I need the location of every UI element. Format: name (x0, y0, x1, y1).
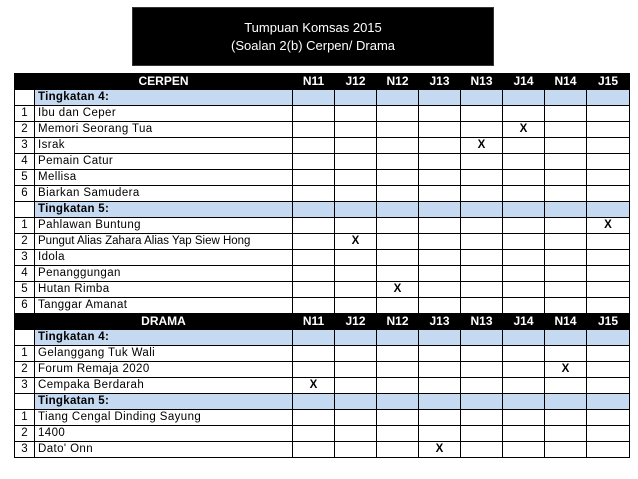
empty-cell (335, 186, 377, 202)
empty-cell (461, 234, 503, 250)
row-title: Mellisa (35, 170, 293, 186)
row-number: 5 (15, 170, 35, 186)
empty-cell (587, 122, 630, 138)
group-cell (377, 90, 419, 106)
row-title: Penanggungan (35, 266, 293, 282)
column-header-j14: J14 (503, 74, 545, 90)
empty-cell (419, 186, 461, 202)
table-row (15, 298, 630, 314)
empty-cell (587, 346, 630, 362)
empty-cell (335, 170, 377, 186)
empty-cell (545, 154, 587, 170)
table-body (15, 74, 630, 458)
empty-cell (503, 106, 545, 122)
empty-cell (419, 122, 461, 138)
table-row (15, 218, 630, 234)
empty-cell (419, 410, 461, 426)
empty-cell (587, 410, 630, 426)
column-header-n11: N11 (293, 74, 335, 90)
row-number: 2 (15, 362, 35, 378)
empty-cell (503, 234, 545, 250)
empty-cell (377, 122, 419, 138)
empty-cell (545, 122, 587, 138)
empty-cell (503, 442, 545, 458)
cerpen-heading: CERPEN (35, 74, 293, 90)
group-cell (377, 330, 419, 346)
column-header-n12: N12 (377, 314, 419, 330)
column-header-j14: J14 (503, 314, 545, 330)
group-label: Tingkatan 4: (35, 330, 293, 346)
table-row (15, 234, 630, 250)
group-cell (419, 202, 461, 218)
empty-cell (587, 282, 630, 298)
group-cell (419, 90, 461, 106)
empty-cell (587, 234, 630, 250)
empty-cell (293, 234, 335, 250)
group-cell (335, 202, 377, 218)
empty-cell (335, 106, 377, 122)
table-row (15, 378, 630, 394)
empty-cell (293, 138, 335, 154)
empty-cell (335, 282, 377, 298)
row-number: 2 (15, 234, 35, 250)
mark-cell-n13: X (461, 138, 503, 154)
empty-cell (293, 218, 335, 234)
row-number: 1 (15, 410, 35, 426)
empty-cell (461, 298, 503, 314)
empty-cell (419, 218, 461, 234)
group-cell (461, 394, 503, 410)
column-header-j15: J15 (587, 74, 630, 90)
row-title: Dato' Onn (35, 442, 293, 458)
row-number: 1 (15, 218, 35, 234)
empty-cell (503, 266, 545, 282)
empty-cell (419, 266, 461, 282)
row-number: 1 (15, 346, 35, 362)
group-cell (503, 394, 545, 410)
empty-cell (419, 346, 461, 362)
empty-cell (461, 266, 503, 282)
empty-cell (587, 362, 630, 378)
group-cell (587, 330, 630, 346)
group-cell (545, 90, 587, 106)
empty-cell (293, 426, 335, 442)
group-cell (587, 394, 630, 410)
empty-cell (419, 106, 461, 122)
group-cell (293, 202, 335, 218)
empty-cell (335, 266, 377, 282)
column-header-j13: J13 (419, 314, 461, 330)
empty-cell (377, 250, 419, 266)
empty-cell (461, 346, 503, 362)
empty-cell (335, 362, 377, 378)
empty-cell (293, 346, 335, 362)
group-header-row (15, 90, 630, 106)
empty-cell (461, 186, 503, 202)
empty-cell (293, 266, 335, 282)
group-cell (335, 90, 377, 106)
title-line-2: (Soalan 2(b) Cerpen/ Drama (230, 37, 396, 53)
empty-cell (461, 442, 503, 458)
empty-cell (461, 154, 503, 170)
row-number: 3 (15, 442, 35, 458)
group-cell (587, 90, 630, 106)
table-row (15, 266, 630, 282)
empty-cell (587, 378, 630, 394)
empty-cell (503, 410, 545, 426)
group-cell (377, 394, 419, 410)
column-header-j12: J12 (335, 314, 377, 330)
empty-cell (335, 410, 377, 426)
table-row (15, 250, 630, 266)
empty-cell (377, 234, 419, 250)
mark-cell-j12: X (335, 234, 377, 250)
group-cell (503, 202, 545, 218)
empty-cell (293, 106, 335, 122)
empty-cell (545, 378, 587, 394)
empty-cell (293, 298, 335, 314)
empty-cell (419, 170, 461, 186)
group-cell (545, 394, 587, 410)
empty-cell (587, 170, 630, 186)
empty-cell (461, 282, 503, 298)
empty-cell (587, 250, 630, 266)
empty-cell (377, 346, 419, 362)
table-row (15, 138, 630, 154)
empty-cell (545, 250, 587, 266)
table-row (15, 410, 630, 426)
empty-cell (293, 154, 335, 170)
group-header-row (15, 330, 630, 346)
empty-cell (545, 442, 587, 458)
group-label: Tingkatan 5: (35, 394, 293, 410)
empty-cell (335, 250, 377, 266)
empty-cell (545, 410, 587, 426)
empty-cell (419, 250, 461, 266)
empty-cell (377, 170, 419, 186)
group-cell (335, 330, 377, 346)
empty-cell (545, 426, 587, 442)
table-row (15, 170, 630, 186)
table-row (15, 362, 630, 378)
mark-cell-n12: X (377, 282, 419, 298)
empty-cell (503, 186, 545, 202)
empty-cell (545, 170, 587, 186)
komsas-table (14, 73, 630, 458)
row-title: Israk (35, 138, 293, 154)
empty-cell (335, 218, 377, 234)
empty-cell (461, 122, 503, 138)
empty-cell (503, 362, 545, 378)
empty-cell (293, 362, 335, 378)
row-number: 5 (15, 282, 35, 298)
empty-cell (503, 346, 545, 362)
row-number: 3 (15, 138, 35, 154)
table-row (15, 186, 630, 202)
empty-cell (335, 426, 377, 442)
row-title: Idola (35, 250, 293, 266)
column-header-n13: N13 (461, 74, 503, 90)
empty-cell (503, 154, 545, 170)
empty-cell (419, 282, 461, 298)
empty-cell (335, 378, 377, 394)
group-cell (377, 202, 419, 218)
empty-cell (293, 122, 335, 138)
empty-cell (377, 154, 419, 170)
row-title: Cempaka Berdarah (35, 378, 293, 394)
column-header-n12: N12 (377, 74, 419, 90)
empty-cell (545, 282, 587, 298)
empty-cell (461, 362, 503, 378)
empty-cell (461, 106, 503, 122)
header-blank (15, 74, 35, 90)
group-cell (293, 330, 335, 346)
empty-cell (545, 186, 587, 202)
empty-cell (461, 250, 503, 266)
empty-cell (377, 410, 419, 426)
empty-cell (335, 154, 377, 170)
empty-cell (377, 426, 419, 442)
empty-cell (503, 218, 545, 234)
empty-cell (377, 186, 419, 202)
table-row (15, 426, 630, 442)
table-row (15, 442, 630, 458)
group-header-row (15, 394, 630, 410)
group-cell (419, 330, 461, 346)
group-cell (587, 202, 630, 218)
empty-cell (293, 410, 335, 426)
empty-cell (461, 426, 503, 442)
group-label: Tingkatan 4: (35, 90, 293, 106)
empty-cell (335, 442, 377, 458)
row-number: 3 (15, 378, 35, 394)
mark-cell-n14: X (545, 362, 587, 378)
empty-cell (419, 378, 461, 394)
group-cell (503, 90, 545, 106)
empty-cell (503, 138, 545, 154)
empty-cell (503, 282, 545, 298)
empty-cell (419, 298, 461, 314)
empty-cell (335, 138, 377, 154)
empty-cell (461, 218, 503, 234)
empty-cell (461, 410, 503, 426)
table-row (15, 346, 630, 362)
header-blank (15, 314, 35, 330)
column-header-n14: N14 (545, 314, 587, 330)
group-cell (293, 90, 335, 106)
table-row (15, 154, 630, 170)
empty-cell (587, 298, 630, 314)
empty-cell (545, 106, 587, 122)
row-number: 1 (15, 106, 35, 122)
empty-cell (377, 442, 419, 458)
empty-cell (335, 298, 377, 314)
drama-heading: DRAMA (35, 314, 293, 330)
empty-cell (587, 266, 630, 282)
row-title: 1400 (35, 426, 293, 442)
group-cell (545, 202, 587, 218)
empty-cell (545, 218, 587, 234)
empty-cell (419, 138, 461, 154)
mark-cell-j14: X (503, 122, 545, 138)
group-blank (15, 202, 35, 218)
row-number: 4 (15, 154, 35, 170)
row-number: 3 (15, 250, 35, 266)
row-title: Pemain Catur (35, 154, 293, 170)
empty-cell (293, 250, 335, 266)
row-number: 2 (15, 122, 35, 138)
empty-cell (293, 186, 335, 202)
empty-cell (377, 106, 419, 122)
group-blank (15, 330, 35, 346)
column-header-n14: N14 (545, 74, 587, 90)
group-cell (503, 330, 545, 346)
table-row (15, 282, 630, 298)
empty-cell (335, 346, 377, 362)
empty-cell (545, 298, 587, 314)
column-header-j13: J13 (419, 74, 461, 90)
empty-cell (545, 138, 587, 154)
empty-cell (545, 266, 587, 282)
empty-cell (587, 138, 630, 154)
empty-cell (419, 362, 461, 378)
title-box (133, 8, 493, 65)
row-number: 2 (15, 426, 35, 442)
empty-cell (377, 362, 419, 378)
empty-cell (545, 346, 587, 362)
row-title: Ibu dan Ceper (35, 106, 293, 122)
empty-cell (503, 250, 545, 266)
group-cell (461, 202, 503, 218)
empty-cell (587, 154, 630, 170)
row-number: 6 (15, 298, 35, 314)
empty-cell (293, 442, 335, 458)
group-cell (461, 90, 503, 106)
column-header-n11: N11 (293, 314, 335, 330)
empty-cell (461, 378, 503, 394)
empty-cell (587, 442, 630, 458)
group-cell (461, 330, 503, 346)
empty-cell (419, 234, 461, 250)
group-cell (335, 394, 377, 410)
column-header-j12: J12 (335, 74, 377, 90)
mark-cell-n11: X (293, 378, 335, 394)
empty-cell (503, 378, 545, 394)
row-title: Pungut Alias Zahara Alias Yap Siew Hong (35, 234, 293, 250)
empty-cell (503, 298, 545, 314)
group-cell (419, 394, 461, 410)
group-label: Tingkatan 5: (35, 202, 293, 218)
empty-cell (503, 426, 545, 442)
empty-cell (545, 234, 587, 250)
empty-cell (377, 138, 419, 154)
cerpen-header-row (15, 74, 630, 90)
mark-cell-j15: X (587, 218, 630, 234)
group-blank (15, 90, 35, 106)
group-cell (293, 394, 335, 410)
empty-cell (419, 154, 461, 170)
empty-cell (419, 426, 461, 442)
column-header-n13: N13 (461, 314, 503, 330)
row-number: 6 (15, 186, 35, 202)
empty-cell (377, 378, 419, 394)
empty-cell (503, 170, 545, 186)
mark-cell-j13: X (419, 442, 461, 458)
empty-cell (587, 106, 630, 122)
table-row (15, 122, 630, 138)
row-title: Forum Remaja 2020 (35, 362, 293, 378)
row-title: Tiang Cengal Dinding Sayung (35, 410, 293, 426)
row-title: Hutan Rimba (35, 282, 293, 298)
empty-cell (293, 282, 335, 298)
column-header-j15: J15 (587, 314, 630, 330)
row-number: 4 (15, 266, 35, 282)
title-line-1: Tumpuan Komsas 2015 (244, 19, 382, 35)
row-title: Pahlawan Buntung (35, 218, 293, 234)
drama-header-row (15, 314, 630, 330)
row-title: Gelanggang Tuk Wali (35, 346, 293, 362)
row-title: Memori Seorang Tua (35, 122, 293, 138)
empty-cell (587, 426, 630, 442)
empty-cell (335, 122, 377, 138)
row-title: Tanggar Amanat (35, 298, 293, 314)
group-blank (15, 394, 35, 410)
empty-cell (293, 170, 335, 186)
empty-cell (461, 170, 503, 186)
row-title: Biarkan Samudera (35, 186, 293, 202)
empty-cell (377, 218, 419, 234)
empty-cell (377, 266, 419, 282)
group-header-row (15, 202, 630, 218)
empty-cell (587, 186, 630, 202)
table-row (15, 106, 630, 122)
empty-cell (377, 298, 419, 314)
group-cell (545, 330, 587, 346)
